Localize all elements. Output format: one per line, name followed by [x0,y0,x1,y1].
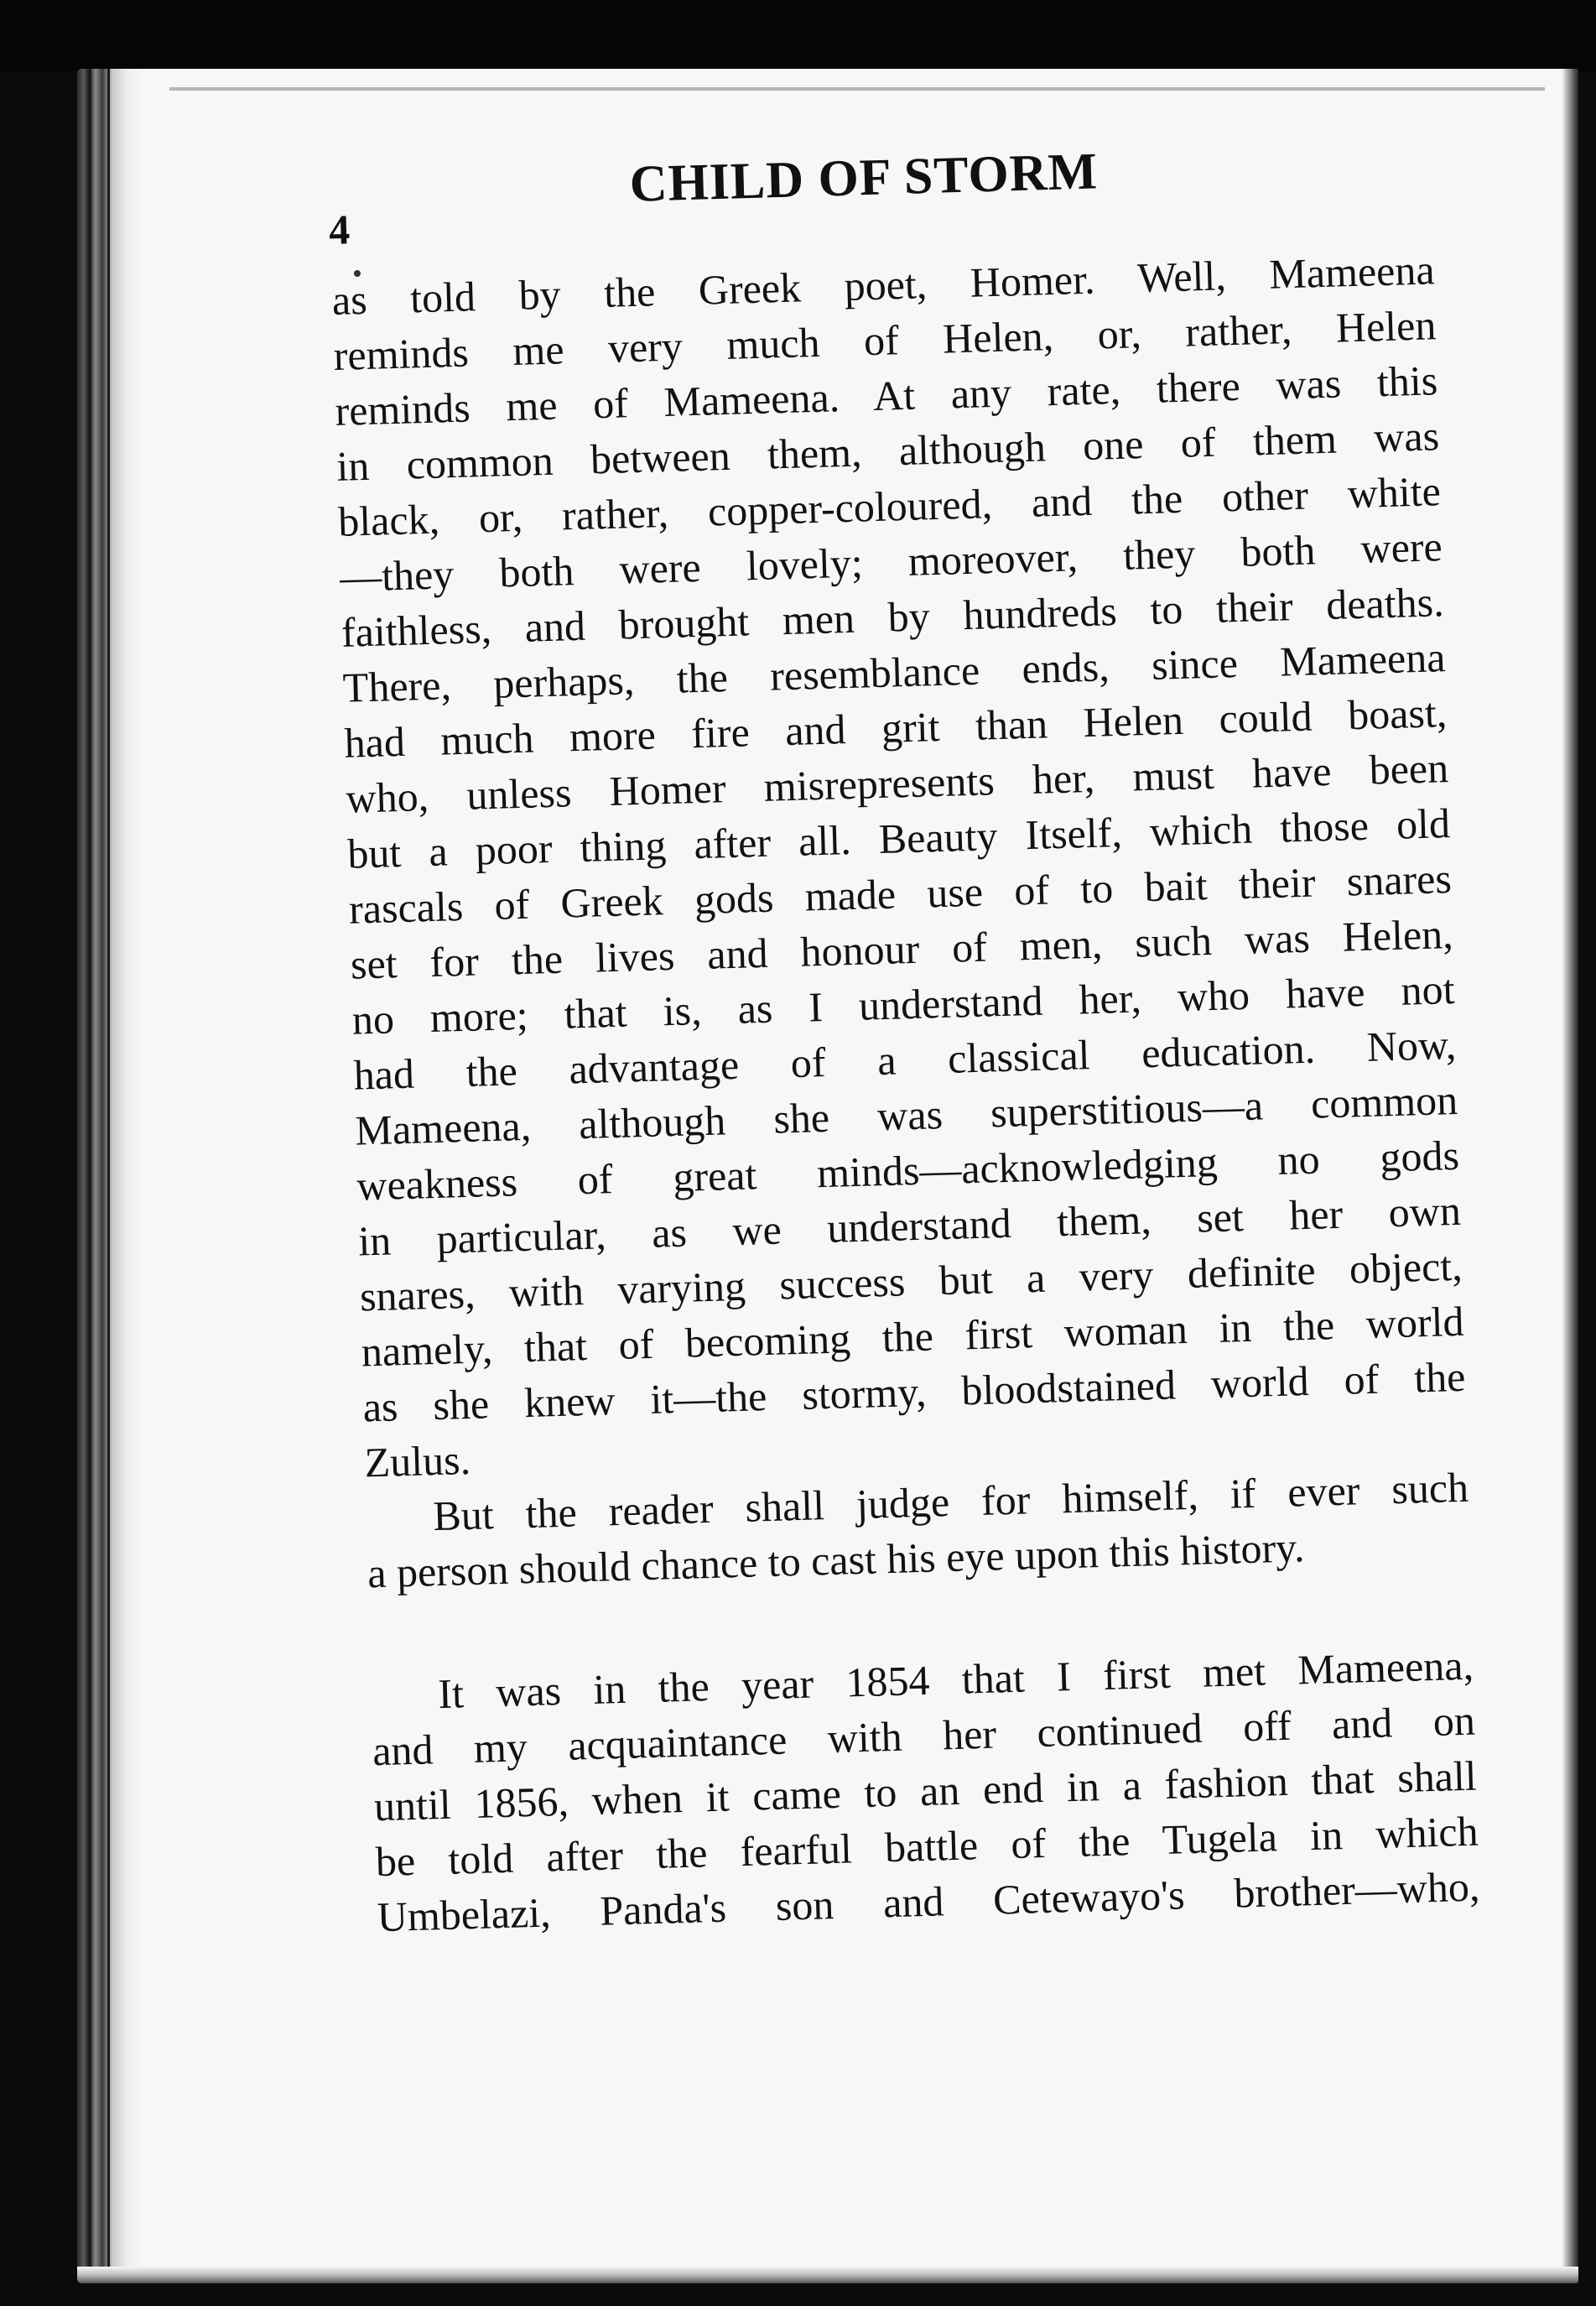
page-bottom-edge [77,2267,1578,2283]
text-line: Mameena, although she was superstitious—a common [354,1075,1458,1154]
scan-background [0,0,1596,71]
text-line: namely, that of becoming the first woman in the world [361,1297,1465,1376]
text-line: had the advantage of a classical education. Now, [352,1020,1457,1099]
text-line: no more; that is, as I understand her, who have not [351,965,1456,1044]
paragraph-1 [331,242,1468,1490]
text-line: black, or, rather, copper-coloured, and the other white [337,467,1442,545]
text-line: set for the lives and honour of men, such was Helen, [350,909,1454,988]
text-line: There, perhaps, the resemblance ends, since Mameena [342,633,1447,711]
text-line: be told after the fearful battle of the Tugela in which [375,1807,1479,1886]
text-line: as she knew it—the stormy, bloodstained world of the [361,1352,1467,1431]
text-line: who, unless Homer misrepresents her, must have been [345,744,1449,822]
text-line: rascals of Greek gods made use of to bait their snares [348,854,1453,933]
text-line: as told by the Greek poet, Homer. Well, Mameena [331,246,1436,324]
page-right-edge [1562,69,1578,2283]
paragraph-3 [370,1637,1480,1945]
text-line: reminds me very much of Helen, or, rather, Helen [332,301,1437,379]
page-number: 4 [328,206,351,253]
text-line: until 1856, when it came to an end in a fashion that shall [373,1752,1478,1830]
text-line: Umbelazi, Panda's son and Cetewayo's brother—who, [376,1862,1481,1941]
text-line: It was in the year 1854 that I first met Mameena, [437,1641,1474,1718]
text-line: had much more fire and grit than Helen could boast, [343,689,1448,767]
text-line: in particular, as we understand them, set her own [357,1186,1462,1265]
text-line: reminds me of Mameena. At any rate, there was this [334,357,1438,435]
text-line: a person should chance to cast his eye upon this history. [367,1523,1306,1597]
binding-line [107,69,110,2283]
binding-line [89,69,91,2283]
body-text [331,242,1480,1944]
text-line: but a poor thing after all. Beauty Itself, which those old [346,799,1451,877]
text-line: in common between them, although one of them was [335,412,1440,490]
page-binding [77,69,144,2283]
top-rule [169,87,1545,91]
text-line: and my acquaintance with her continued off and on [372,1696,1476,1775]
text-line: weakness of great minds—acknowledging no gods [356,1131,1460,1210]
running-title: CHILD OF STORM [628,143,1099,213]
text-line: But the reader shall judge for himself, if ever such [432,1463,1469,1540]
text-line: Zulus. [363,1435,471,1486]
text-line: faithless, and brought men by hundreds to their deaths. [341,578,1445,656]
text-line: snares, with varying success but a very definite object, [359,1241,1463,1320]
text-line: —they both were lovely; moreover, they both were [339,523,1443,601]
